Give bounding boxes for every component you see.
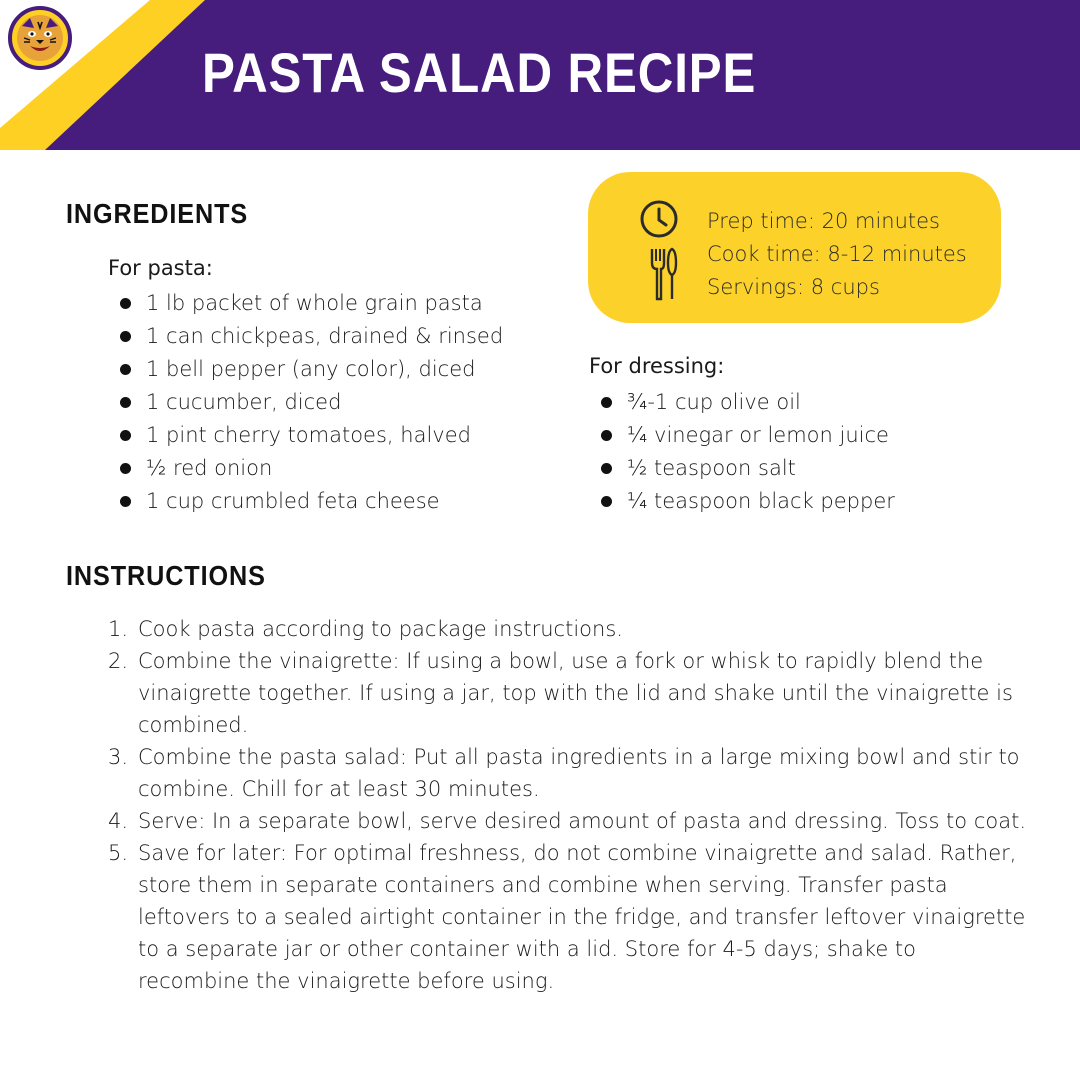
instruction-step bbox=[108, 837, 1028, 997]
bullet-icon bbox=[120, 430, 131, 441]
list-item-text: ¼ teaspoon black pepper bbox=[627, 489, 895, 513]
bullet-icon bbox=[120, 496, 131, 507]
list-item bbox=[120, 419, 503, 452]
instructions-list bbox=[108, 613, 1028, 997]
list-item-text: ½ teaspoon salt bbox=[627, 456, 796, 480]
list-item-text: 1 bell pepper (any color), diced bbox=[146, 357, 476, 381]
step-number: 1. bbox=[108, 617, 129, 641]
servings: Servings: 8 cups bbox=[707, 275, 880, 299]
list-item bbox=[601, 386, 895, 419]
instruction-step bbox=[108, 741, 1028, 805]
step-text: Save for later: For optimal freshness, do not combine vinaigrette and salad. Rather, store them in separate containers and combine when serving. Transfer pasta leftovers to a sealed airtight container in the fridge, and transfer leftover vinaigrette to a separate jar or other container with a lid. Store for 4-5 days; shake to recombine the vinaigrette before using. bbox=[138, 841, 1026, 993]
list-item bbox=[120, 320, 503, 353]
header-banner bbox=[0, 0, 1080, 150]
bullet-icon bbox=[601, 496, 612, 507]
clock-icon bbox=[639, 199, 679, 243]
list-item-text: ¾-1 cup olive oil bbox=[627, 390, 801, 414]
list-item bbox=[601, 485, 895, 518]
step-text: Cook pasta according to package instructions. bbox=[138, 617, 623, 641]
bullet-icon bbox=[601, 397, 612, 408]
list-item bbox=[601, 419, 895, 452]
list-item-text: 1 pint cherry tomatoes, halved bbox=[146, 423, 471, 447]
step-text: Combine the vinaigrette: If using a bowl, use a fork or whisk to rapidly blend the vinaigrette together. If using a jar, top with the lid and shake until the vinaigrette is combined. bbox=[138, 649, 1013, 737]
step-number: 4. bbox=[108, 809, 129, 833]
list-item-text: 1 cucumber, diced bbox=[146, 390, 342, 414]
cook-time: Cook time: 8-12 minutes bbox=[707, 242, 967, 266]
list-item bbox=[120, 353, 503, 386]
dressing-subheading: For dressing: bbox=[589, 354, 725, 378]
bullet-icon bbox=[120, 463, 131, 474]
list-item-text: 1 can chickpeas, drained & rinsed bbox=[146, 324, 504, 348]
step-text: Combine the pasta salad: Put all pasta ingredients in a large mixing bowl and stir to combine. Chill for at least 30 minutes. bbox=[138, 745, 1020, 801]
instruction-step bbox=[108, 645, 1028, 741]
bullet-icon bbox=[120, 364, 131, 375]
instructions-heading: INSTRUCTIONS bbox=[66, 560, 266, 591]
list-item-text: 1 lb packet of whole grain pasta bbox=[146, 291, 483, 315]
list-item bbox=[120, 386, 503, 419]
list-item-text: 1 cup crumbled feta cheese bbox=[146, 489, 440, 513]
list-item bbox=[120, 287, 503, 320]
instruction-step bbox=[108, 613, 1028, 645]
prep-time: Prep time: 20 minutes bbox=[707, 209, 940, 233]
bullet-icon bbox=[601, 463, 612, 474]
instruction-step bbox=[108, 805, 1028, 837]
utensils-icon bbox=[650, 247, 678, 305]
list-item bbox=[601, 452, 895, 485]
pasta-subheading: For pasta: bbox=[108, 256, 213, 280]
step-number: 2. bbox=[108, 649, 129, 673]
list-item bbox=[120, 485, 503, 518]
dressing-ingredients-list bbox=[601, 386, 895, 518]
bullet-icon bbox=[601, 430, 612, 441]
step-number: 3. bbox=[108, 745, 129, 769]
pasta-ingredients-list bbox=[120, 287, 503, 518]
step-number: 5. bbox=[108, 841, 129, 865]
step-text: Serve: In a separate bowl, serve desired amount of pasta and dressing. Toss to coat. bbox=[138, 809, 1026, 833]
bullet-icon bbox=[120, 331, 131, 342]
list-item bbox=[120, 452, 503, 485]
list-item-text: ¼ vinegar or lemon juice bbox=[627, 423, 889, 447]
tiger-logo-icon bbox=[8, 6, 72, 70]
bullet-icon bbox=[120, 397, 131, 408]
recipe-info-card bbox=[588, 172, 1001, 323]
ingredients-heading: INGREDIENTS bbox=[66, 198, 249, 229]
page-title: PASTA SALAD RECIPE bbox=[202, 41, 757, 104]
list-item-text: ½ red onion bbox=[146, 456, 273, 480]
bullet-icon bbox=[120, 298, 131, 309]
